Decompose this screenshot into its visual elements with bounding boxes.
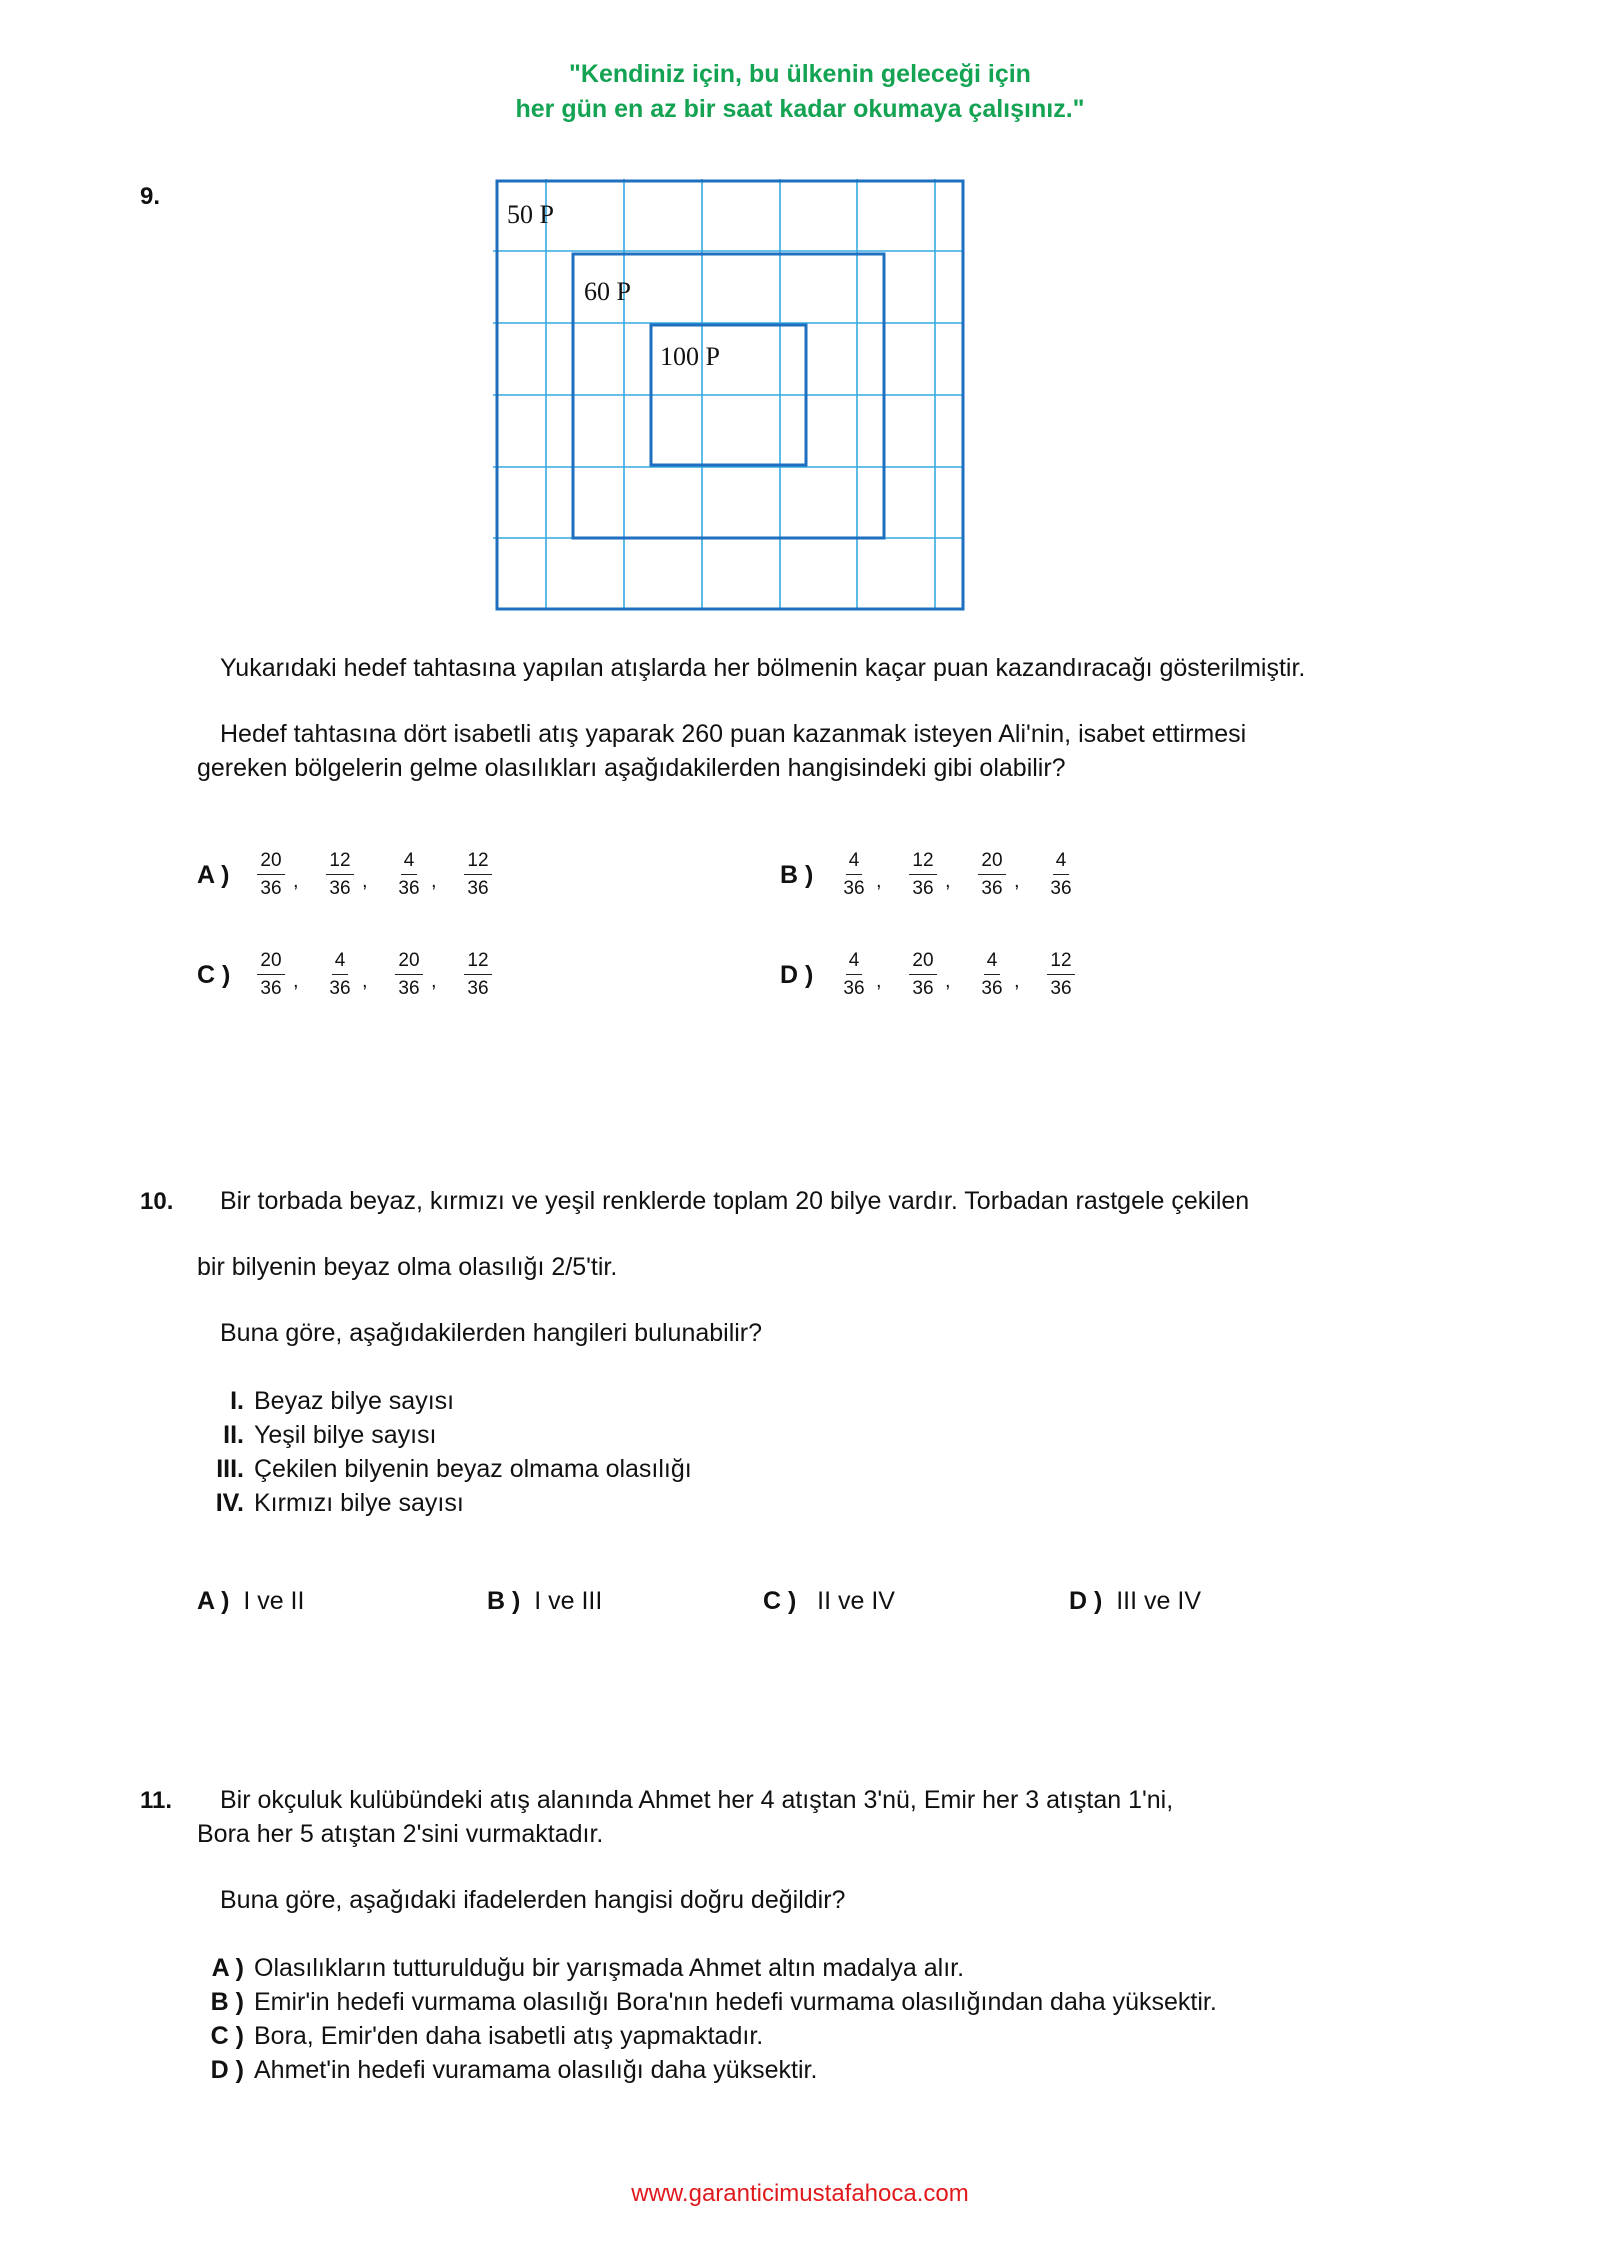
denominator: 36 bbox=[912, 878, 934, 899]
denominator: 36 bbox=[1050, 878, 1072, 899]
option-text: II ve IV bbox=[817, 1587, 895, 1615]
question-11-option-c[interactable] bbox=[190, 2019, 1217, 2053]
inner-zone-label: 100 P bbox=[660, 342, 720, 371]
fraction bbox=[320, 950, 360, 1000]
statement-text: Beyaz bilye sayısı bbox=[254, 1387, 455, 1415]
denominator: 36 bbox=[260, 978, 282, 999]
option-fractions: $\frac{20}{36}$ , $\frac{4}{36}$ , $\frac{20}{36}$ , $\frac{12}{36}$ bbox=[251, 950, 498, 1000]
fraction bbox=[972, 950, 1012, 1000]
outer-zone-label: 50 P bbox=[507, 200, 554, 229]
question-9-text-2-line-2: gereken bölgelerin gelme olasılıkları aşağıdakilerden hangisindeki gibi olabilir? bbox=[197, 754, 1066, 782]
numerator: 20 bbox=[257, 850, 284, 875]
option-fractions: $\frac{20}{36}$ , $\frac{12}{36}$ , $\frac{4}{36}$ , $\frac{12}{36}$ bbox=[251, 850, 498, 900]
fraction bbox=[389, 950, 429, 1000]
denominator: 36 bbox=[260, 878, 282, 899]
fraction bbox=[903, 850, 943, 900]
fraction bbox=[251, 950, 291, 1000]
numerator: 4 bbox=[1053, 850, 1070, 875]
denominator: 36 bbox=[467, 878, 489, 899]
fraction bbox=[389, 850, 429, 900]
denominator: 36 bbox=[981, 878, 1003, 899]
option-text: Bora, Emir'den daha isabetli atış yapmaktadır. bbox=[254, 2022, 764, 2050]
fraction bbox=[1041, 950, 1081, 1000]
numerator: 20 bbox=[257, 950, 284, 975]
question-9-text-1: Yukarıdaki hedef tahtasına yapılan atışlarda her bölmenin kaçar puan kazandıracağı gösterilmiştir. bbox=[220, 654, 1306, 682]
fraction bbox=[458, 950, 498, 1000]
question-10-line-1: Bir torbada beyaz, kırmızı ve yeşil renklerde toplam 20 bilye vardır. Torbadan rastgele çekilen bbox=[220, 1187, 1250, 1215]
option-text: Emir'in hedefi vurmama olasılığı Bora'nın hedefi vurmama olasılığından daha yüksektir. bbox=[254, 1988, 1217, 2016]
denominator: 36 bbox=[1050, 978, 1072, 999]
statement-number: IV. bbox=[215, 1489, 244, 1517]
question-9-text-2-line-1: Hedef tahtasına dört isabetli atış yaparak 260 puan kazanmak isteyen Ali'nin, isabet ettirmesi bbox=[220, 720, 1247, 748]
denominator: 36 bbox=[981, 978, 1003, 999]
option-label: D ) bbox=[210, 2056, 244, 2084]
question-11-options bbox=[190, 1951, 1217, 2087]
numerator: 20 bbox=[978, 850, 1005, 875]
numerator: 20 bbox=[909, 950, 936, 975]
statement-item bbox=[190, 1452, 692, 1486]
denominator: 36 bbox=[398, 878, 420, 899]
fraction bbox=[834, 950, 874, 1000]
fraction bbox=[251, 850, 291, 900]
option-label: C ) bbox=[210, 2022, 244, 2050]
option-fractions: $\frac{4}{36}$ , $\frac{12}{36}$ , $\frac{20}{36}$ , $\frac{4}{36}$ bbox=[834, 850, 1081, 900]
question-10-question: Buna göre, aşağıdakilerden hangileri bulunabilir? bbox=[220, 1319, 763, 1347]
denominator: 36 bbox=[329, 978, 351, 999]
option-label: B ) bbox=[210, 1988, 244, 2016]
numerator: 12 bbox=[909, 850, 936, 875]
statement-item bbox=[190, 1384, 692, 1418]
numerator: 12 bbox=[1047, 950, 1074, 975]
numerator: 12 bbox=[326, 850, 353, 875]
fraction bbox=[834, 850, 874, 900]
numerator: 12 bbox=[464, 850, 491, 875]
numerator: 4 bbox=[984, 950, 1001, 975]
question-9-option-a[interactable] bbox=[197, 850, 498, 900]
target-grid bbox=[493, 179, 964, 608]
denominator: 36 bbox=[912, 978, 934, 999]
question-10-option-c[interactable] bbox=[763, 1584, 895, 1618]
fraction bbox=[903, 950, 943, 1000]
option-label: B ) bbox=[780, 860, 814, 889]
option-label: B ) bbox=[487, 1587, 521, 1615]
statement-number: II. bbox=[223, 1421, 244, 1449]
question-10-option-d[interactable] bbox=[1069, 1584, 1201, 1618]
denominator: 36 bbox=[467, 978, 489, 999]
motto-line-2: her gün en az bir saat kadar okumaya çalışınız." bbox=[515, 95, 1085, 123]
question-11-option-d[interactable] bbox=[190, 2053, 1217, 2087]
option-text: I ve II bbox=[243, 1587, 305, 1615]
option-text: III ve IV bbox=[1116, 1587, 1201, 1615]
option-label: C ) bbox=[197, 960, 231, 989]
option-label: D ) bbox=[1069, 1587, 1103, 1615]
question-10-statements bbox=[190, 1384, 692, 1520]
statement-item bbox=[190, 1486, 692, 1520]
option-label: C ) bbox=[763, 1587, 797, 1615]
denominator: 36 bbox=[843, 878, 865, 899]
question-9-option-b[interactable] bbox=[780, 850, 1081, 900]
question-11-number: 11. bbox=[140, 1787, 173, 1814]
option-label: A ) bbox=[197, 860, 230, 889]
fraction bbox=[972, 850, 1012, 900]
option-label: A ) bbox=[211, 1954, 244, 1982]
option-text: I ve III bbox=[534, 1587, 603, 1615]
statement-text: Yeşil bilye sayısı bbox=[254, 1421, 437, 1449]
numerator: 20 bbox=[395, 950, 422, 975]
motto-line-1: "Kendiniz için, bu ülkenin geleceği için bbox=[569, 60, 1031, 88]
numerator: 12 bbox=[464, 950, 491, 975]
numerator: 4 bbox=[846, 850, 863, 875]
question-10-line-2: bir bilyenin beyaz olma olasılığı 2/5'tir. bbox=[197, 1253, 618, 1281]
question-9-option-c[interactable] bbox=[197, 950, 498, 1000]
question-9-option-d[interactable] bbox=[780, 950, 1081, 1000]
statement-item bbox=[190, 1418, 692, 1452]
fraction bbox=[458, 850, 498, 900]
target-board bbox=[490, 176, 970, 616]
statement-text: Çekilen bilyenin beyaz olmama olasılığı bbox=[254, 1455, 692, 1483]
question-11-line-1: Bir okçuluk kulübündeki atış alanında Ahmet her 4 atıştan 3'nü, Emir her 3 atıştan 1'ni, bbox=[220, 1786, 1174, 1814]
numerator: 4 bbox=[846, 950, 863, 975]
fraction bbox=[320, 850, 360, 900]
statement-number: I. bbox=[230, 1387, 244, 1415]
option-text: Olasılıkların tutturulduğu bir yarışmada Ahmet altın madalya alır. bbox=[254, 1954, 965, 1982]
fraction bbox=[1041, 850, 1081, 900]
question-10-number: 10. bbox=[140, 1188, 174, 1215]
question-11-option-b[interactable] bbox=[190, 1985, 1217, 2019]
question-10-option-b[interactable] bbox=[487, 1584, 602, 1618]
numerator: 4 bbox=[332, 950, 349, 975]
denominator: 36 bbox=[329, 878, 351, 899]
option-label: A ) bbox=[197, 1587, 230, 1615]
denominator: 36 bbox=[398, 978, 420, 999]
question-11-line-2: Bora her 5 atıştan 2'sini vurmaktadır. bbox=[197, 1820, 604, 1848]
option-fractions: $\frac{4}{36}$ , $\frac{20}{36}$ , $\frac{4}{36}$ , $\frac{12}{36}$ bbox=[834, 950, 1081, 1000]
question-10-option-a[interactable] bbox=[197, 1584, 304, 1618]
denominator: 36 bbox=[843, 978, 865, 999]
middle-zone-label: 60 P bbox=[584, 277, 631, 306]
numerator: 4 bbox=[401, 850, 418, 875]
option-label: D ) bbox=[780, 960, 814, 989]
question-9-number: 9. bbox=[140, 183, 161, 210]
statement-number: III. bbox=[216, 1455, 244, 1483]
option-text: Ahmet'in hedefi vuramama olasılığı daha yüksektir. bbox=[254, 2056, 818, 2084]
footer-url-link[interactable]: www.garanticimustafahoca.com bbox=[631, 2180, 969, 2207]
question-11-option-a[interactable] bbox=[190, 1951, 1217, 1985]
question-11-question: Buna göre, aşağıdaki ifadelerden hangisi doğru değildir? bbox=[220, 1886, 846, 1914]
statement-text: Kırmızı bilye sayısı bbox=[254, 1489, 464, 1517]
